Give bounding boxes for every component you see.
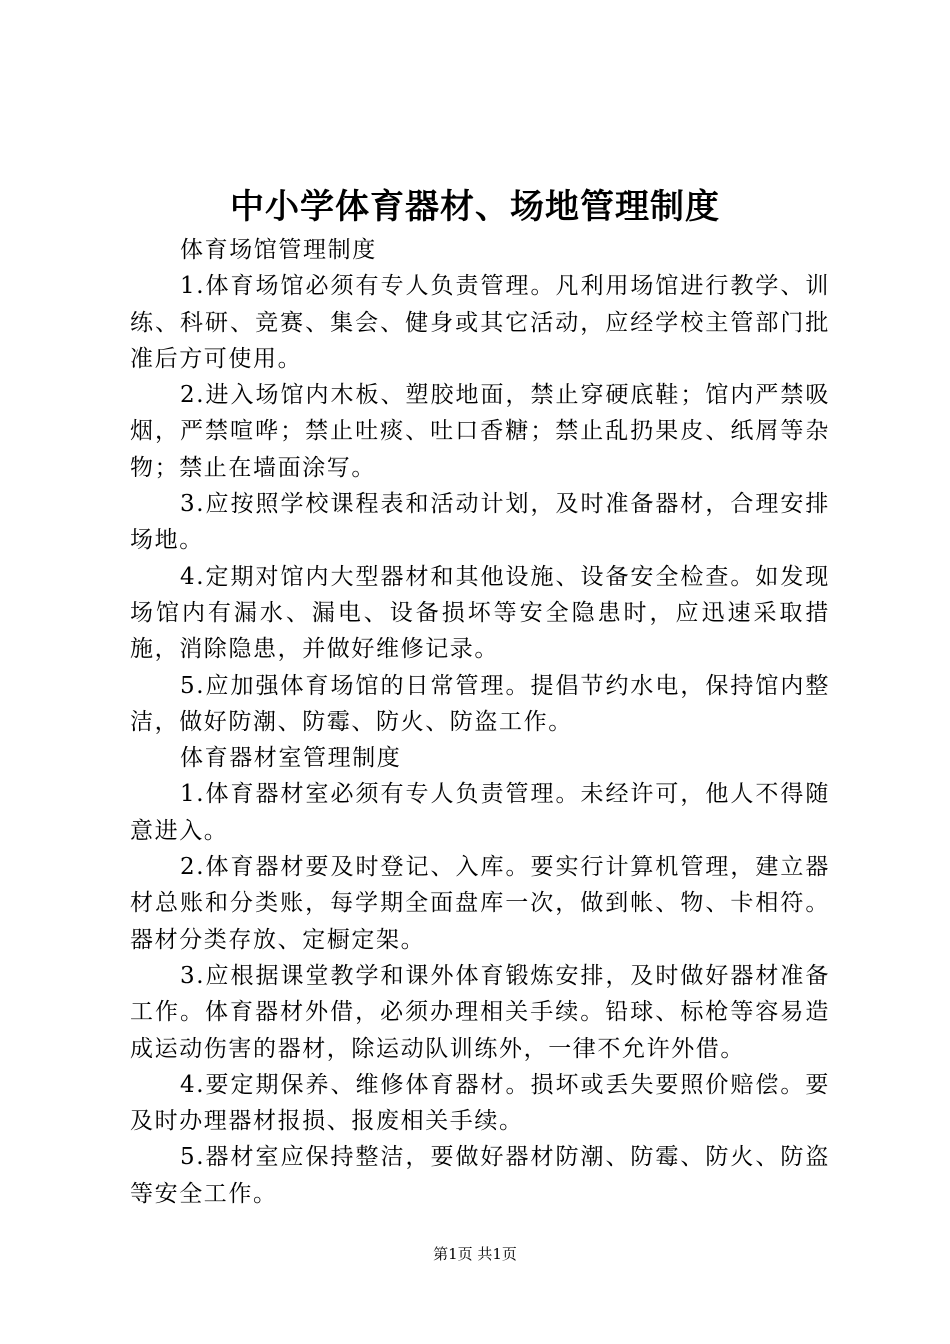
- paragraph: 3.应按照学校课程表和活动计划，及时准备器材，合理安排场地。: [130, 491, 830, 554]
- paragraph: 4.要定期保养、维修体育器材。损坏或丢失要照价赔偿。要及时办理器材报损、报废相关手续。: [130, 1071, 830, 1135]
- section-heading-venue: 体育场馆管理制度: [180, 237, 377, 263]
- page-footer: 第1页 共1页: [433, 1245, 517, 1263]
- paragraph: 2.体育器材要及时登记、入库。要实行计算机管理，建立器材总账和分类账，每学期全面盘库一次，做到帐、物、卡相符。器材分类存放、定橱定架。: [130, 854, 830, 953]
- section-heading-equipment-room: 体育器材室管理制度: [180, 745, 402, 772]
- paragraph: 3.应根据课堂教学和课外体育锻炼安排，及时做好器材准备工作。体育器材外借，必须办理相关手续。铅球、标枪等容易造成运动伤害的器材，除运动队训练外，一律不允许外借。: [130, 962, 830, 1062]
- paragraph: 5.器材室应保持整洁，要做好器材防潮、防霉、防火、防盗等安全工作。: [130, 1144, 830, 1207]
- paragraph: 1.体育器材室必须有专人负责管理。未经许可，他人不得随意进入。: [130, 781, 830, 844]
- paragraph: 5.应加强体育场馆的日常管理。提倡节约水电，保持馆内整洁，做好防潮、防霉、防火、防盗工作。: [130, 672, 830, 735]
- paragraph: 4.定期对馆内大型器材和其他设施、设备安全检查。如发现场馆内有漏水、漏电、设备损坏等安全隐患时，应迅速采取措施，消除隐患，并做好维修记录。: [130, 563, 830, 663]
- paragraph: 1.体育场馆必须有专人负责管理。凡利用场馆进行教学、训练、科研、竞赛、集会、健身或其它活动，应经学校主管部门批准后方可使用。: [130, 273, 830, 372]
- paragraph: 2.进入场馆内木板、塑胶地面，禁止穿硬底鞋；馆内严禁吸烟，严禁喧哗；禁止吐痰、吐口香糖；禁止乱扔果皮、纸屑等杂物；禁止在墙面涂写。: [130, 382, 830, 481]
- document-body: [130, 232, 830, 1212]
- document-title: 中小学体育器材、场地管理制度: [230, 187, 720, 227]
